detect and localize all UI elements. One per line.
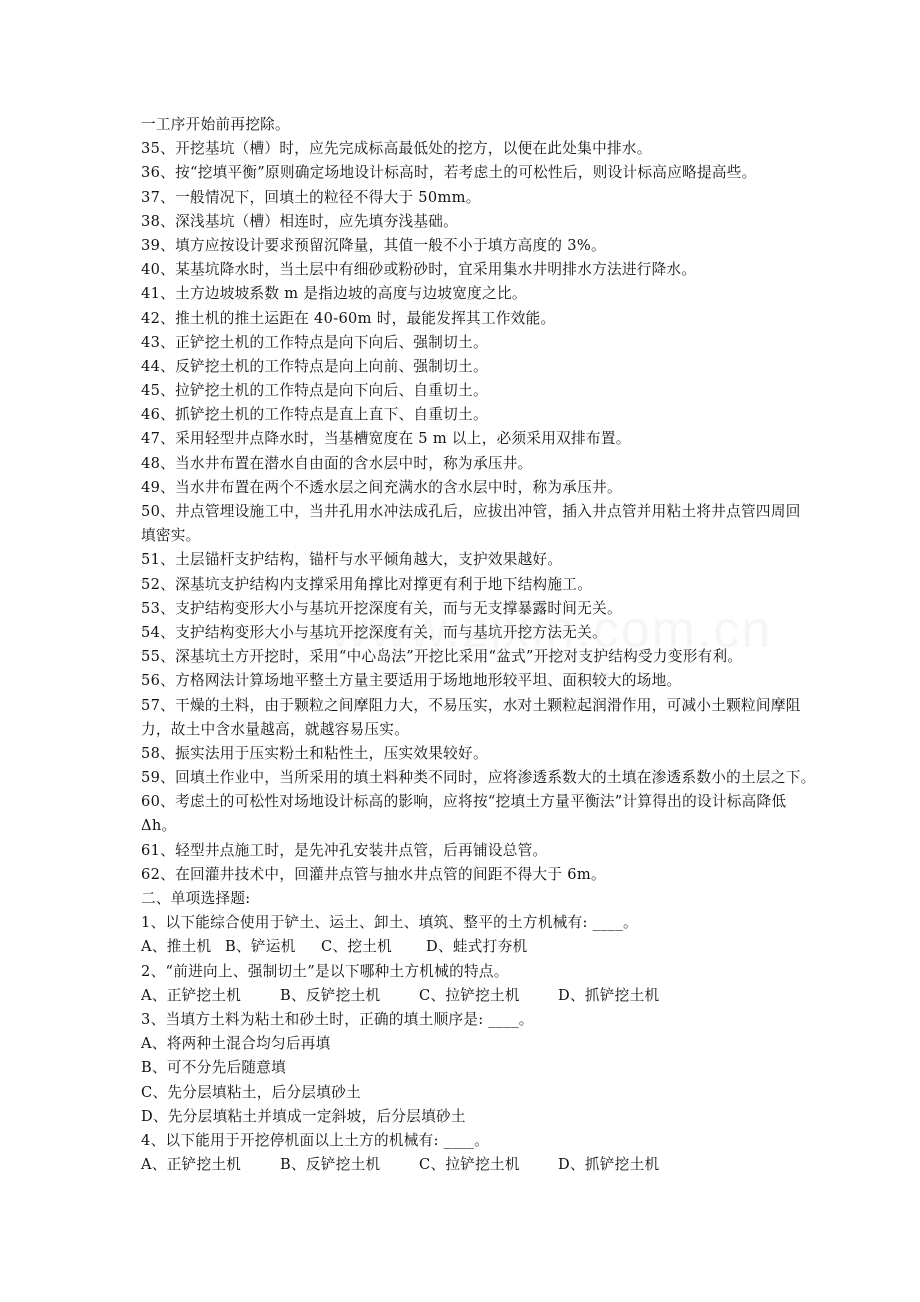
option-a: A、正铲挖土机 <box>141 1156 242 1174</box>
question-1-options <box>141 935 853 959</box>
option-a: A、推土机 <box>141 938 212 956</box>
statement-62: 62、在回灌井技术中，回灌井点管与抽水井点管的间距不得大于 6m。 <box>141 865 606 883</box>
statement-53: 53、支护结构变形大小与基坑开挖深度有关，而与无支撑暴露时间无关。 <box>141 599 622 617</box>
statement-56: 56、方格网法计算场地平整土方量主要适用于场地地形较平坦、面积较大的场地。 <box>141 672 682 690</box>
statement-44: 44、反铲挖土机的工作特点是向上向前、强制切土。 <box>141 357 488 375</box>
question-1: 1、以下能综合使用于铲土、运土、卸土、填筑、整平的土方机械有: ____。 <box>141 914 638 932</box>
question-4-options <box>141 1153 853 1177</box>
question-2: 2、“前进向上、强制切土”是以下哪种土方机械的特点。 <box>141 962 509 980</box>
statement-36: 36、按“挖填平衡”原则确定场地设计标高时，若考虑土的可松性后，则设计标高应略提高些。 <box>141 164 757 182</box>
document-body <box>141 113 853 1177</box>
statement-54: 54、支护结构变形大小与基坑开挖深度有关，而与基坑开挖方法无关。 <box>141 623 607 641</box>
statement-55: 55、深基坑土方开挖时，采用“中心岛法”开挖比采用“盆式”开挖对支护结构受力变形有利。 <box>141 648 743 666</box>
question-4: 4、以下能用于开挖停机面以上土方的机械有: ____。 <box>141 1131 490 1149</box>
statement-52: 52、深基坑支护结构内支撑采用角撑比对撑更有利于地下结构施工。 <box>141 575 593 593</box>
option-c: C、拉铲挖土机 <box>419 986 520 1004</box>
option-c: C、挖土机 <box>321 938 393 956</box>
statement-57: 57、干燥的土料，由于颗粒之间摩阻力大，不易压实，水对土颗粒起润滑作用，可减小土颗粒间摩阻 <box>141 696 801 714</box>
statement-42: 42、推土机的推土运距在 40-60m 时，最能发挥其工作效能。 <box>141 309 556 327</box>
statement-49: 49、当水井布置在两个不透水层之间充满水的含水层中时，称为承压井。 <box>141 478 622 496</box>
option-d: D、抓铲挖土机 <box>558 1156 660 1174</box>
statement-43: 43、正铲挖土机的工作特点是向下向后、强制切土。 <box>141 333 488 351</box>
question-2-options <box>141 984 853 1008</box>
question-3: 3、当填方土料为粘土和砂土时，正确的填土顺序是: ____。 <box>141 1010 534 1028</box>
option-c: C、先分层填粘土，后分层填砂土 <box>141 1083 361 1101</box>
option-d: D、先分层填粘土并填成一定斜坡，后分层填砂土 <box>141 1107 466 1125</box>
option-d: D、抓铲挖土机 <box>558 986 660 1004</box>
statement-48: 48、当水井布置在潜水自由面的含水层中时，称为承压井。 <box>141 454 533 472</box>
statement-37: 37、一般情况下，回填土的粒径不得大于 50mm。 <box>141 188 481 206</box>
statement-39: 39、填方应按设计要求预留沉降量，其值一般不小于填方高度的 3%。 <box>141 236 606 254</box>
option-c: C、拉铲挖土机 <box>419 1156 520 1174</box>
statement-61: 61、轻型井点施工时，是先冲孔安装井点管，后再铺设总管。 <box>141 841 548 859</box>
statement-35: 35、开挖基坑（槽）时，应先完成标高最低处的挖方，以便在此处集中排水。 <box>141 140 652 158</box>
statement-41: 41、土方边坡坡系数 m 是指边坡的高度与边坡宽度之比。 <box>141 285 527 303</box>
option-d: D、蛙式打夯机 <box>426 938 528 956</box>
statement-58: 58、振实法用于压实粉土和粘性土，压实效果较好。 <box>141 744 488 762</box>
text-line: 一工序开始前再挖除。 <box>141 116 290 133</box>
option-b: B、铲运机 <box>225 938 296 956</box>
section-heading: 二、单项选择题: <box>141 890 251 907</box>
option-b: B、反铲挖土机 <box>280 986 381 1004</box>
option-b: B、反铲挖土机 <box>280 1156 381 1174</box>
option-a: A、正铲挖土机 <box>141 986 242 1004</box>
statement-60-cont: Δh。 <box>141 817 177 835</box>
statement-47: 47、采用轻型井点降水时，当基槽宽度在 5 m 以上，必须采用双排布置。 <box>141 430 631 448</box>
statement-59: 59、回填土作业中，当所采用的填土料种类不同时，应将渗透系数大的土填在渗透系数小的土层之下。 <box>141 769 816 787</box>
statement-40: 40、某基坑降水时，当土层中有细砂或粉砂时，宜采用集水井明排水方法进行降水。 <box>141 261 697 279</box>
statement-60: 60、考虑土的可松性对场地设计标高的影响，应将按“挖填土方量平衡法”计算得出的设计标高降低 <box>141 793 787 811</box>
statement-50-cont: 填密实。 <box>141 527 201 545</box>
statement-38: 38、深浅基坑（槽）相连时，应先填夯浅基础。 <box>141 212 459 230</box>
statement-51: 51、土层锚杆支护结构，锚杆与水平倾角越大，支护效果越好。 <box>141 551 563 569</box>
statement-46: 46、抓铲挖土机的工作特点是直上直下、自重切土。 <box>141 406 488 424</box>
option-a: A、将两种土混合均匀后再填 <box>141 1035 331 1053</box>
statement-57-cont: 力，故土中含水量越高，就越容易压实。 <box>141 720 410 738</box>
option-b: B、可不分先后随意填 <box>141 1059 287 1077</box>
statement-45: 45、拉铲挖土机的工作特点是向下向后、自重切土。 <box>141 382 488 400</box>
statement-50: 50、井点管埋设施工中，当井孔用水冲法成孔后，应拔出冲管，插入井点管并用粘土将井点管四周回 <box>141 503 801 520</box>
